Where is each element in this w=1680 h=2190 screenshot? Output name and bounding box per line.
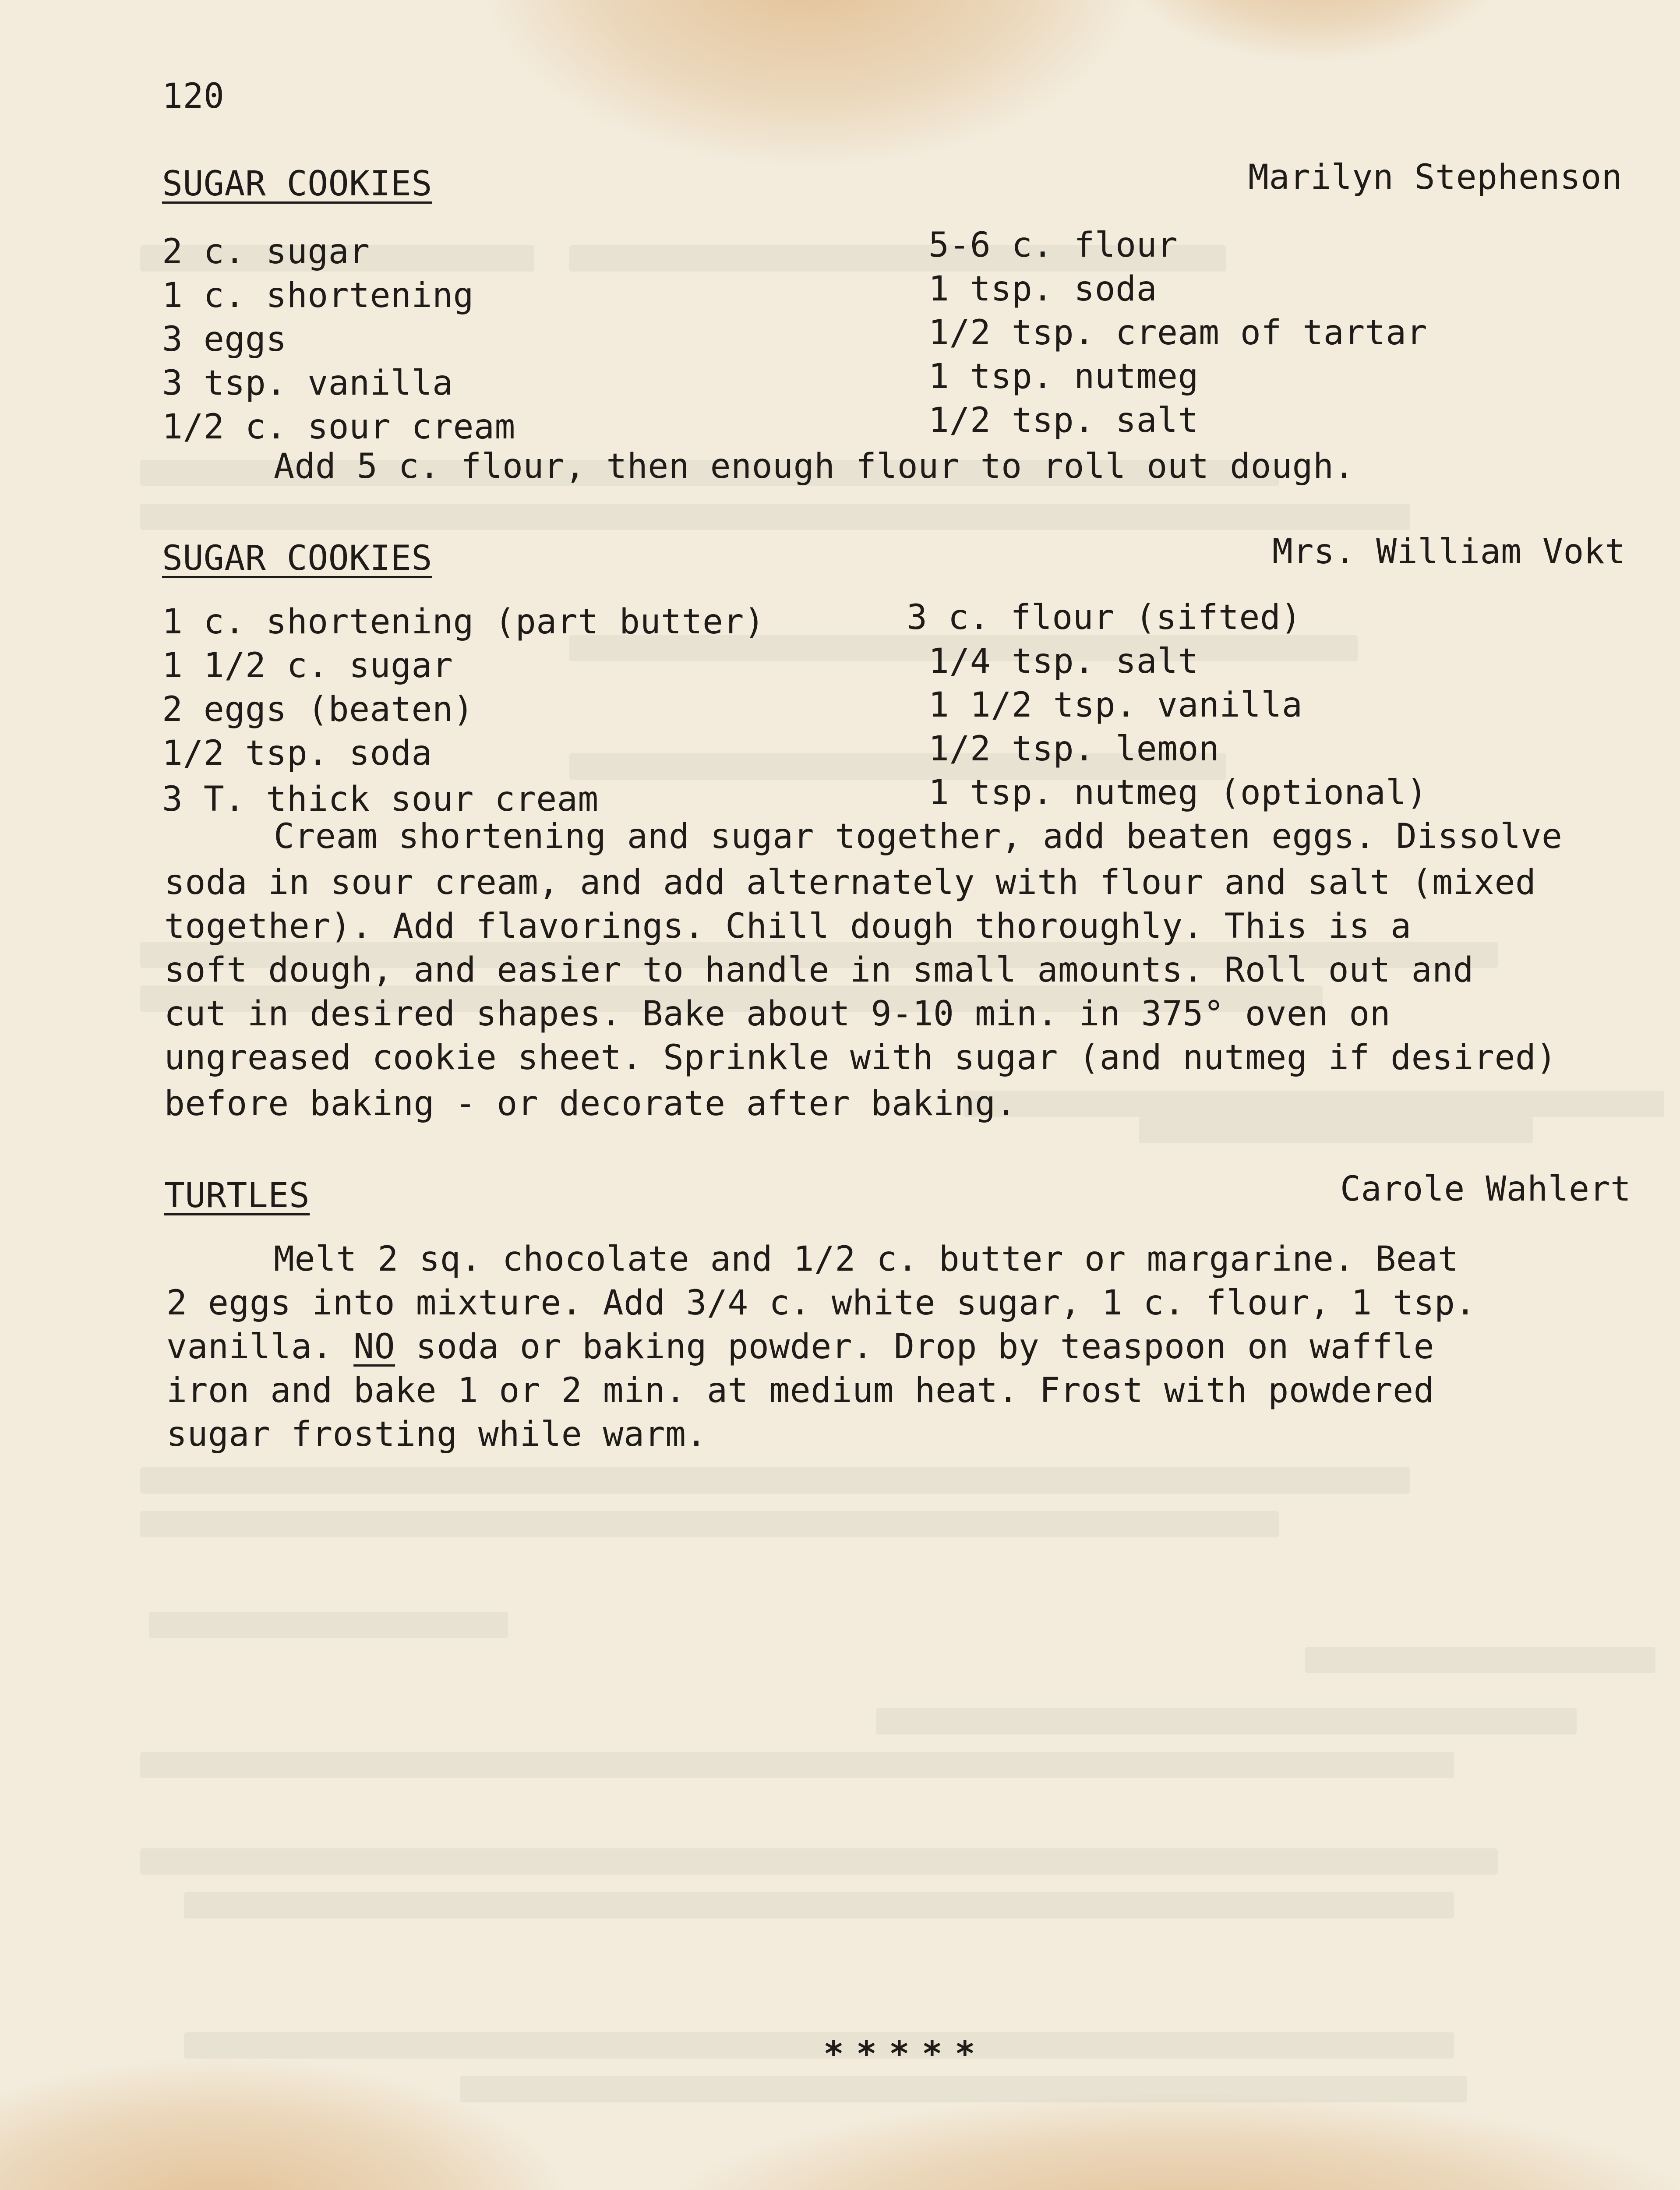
ingredient: 1/2 tsp. salt [928, 401, 1199, 440]
ingredient: 1 c. shortening (part butter) [162, 602, 765, 642]
stain-bottom-right [657, 2094, 1680, 2190]
directions-text: vanilla. [166, 1327, 333, 1367]
recipe-author: Mrs. William Vokt [1272, 532, 1626, 572]
recipe-title: TURTLES [164, 1176, 310, 1215]
recipe-author: Marilyn Stephenson [1248, 158, 1623, 197]
ingredient: 1 tsp. nutmeg (optional) [928, 773, 1428, 812]
ingredient: 3 tsp. vanilla [162, 364, 453, 403]
directions-line: soda in sour cream, and add alternately with flour and salt (mixed [164, 863, 1536, 902]
ingredient: 1/2 tsp. soda [162, 734, 432, 773]
directions-text: soda or baking powder. Drop by teaspoon on waffle [416, 1327, 1435, 1367]
directions-line: Melt 2 sq. chocolate and 1/2 c. butter or margarine. Beat [274, 1240, 1459, 1279]
directions-line: Cream shortening and sugar together, add beaten eggs. Dissolve [274, 817, 1563, 856]
ingredient: 5-6 c. flour [928, 226, 1178, 265]
directions-line: together). Add flavorings. Chill dough thoroughly. This is a [164, 907, 1412, 946]
recipe-title: SUGAR COOKIES [162, 539, 432, 578]
directions-line: sugar frosting while warm. [166, 1415, 707, 1454]
ingredient: 1 tsp. soda [928, 269, 1158, 309]
ingredient: 1 1/2 c. sugar [162, 646, 453, 685]
section-divider: ***** [823, 2035, 988, 2074]
stain-top-right [1117, 0, 1511, 61]
stain-bottom-left [0, 2059, 569, 2190]
page-number: 120 [162, 77, 225, 116]
ingredient: 1/2 tsp. cream of tartar [928, 313, 1428, 353]
directions-line: cut in desired shapes. Bake about 9-10 min. in 375° oven on [164, 994, 1391, 1034]
ingredient: 1/2 tsp. lemon [928, 729, 1220, 769]
ingredient: 3 eggs [162, 320, 287, 359]
ingredient: 3 T. thick sour cream [162, 780, 599, 819]
ingredient: 2 eggs (beaten) [162, 690, 474, 729]
directions-line [166, 1325, 1434, 1369]
ingredient: 3 c. flour (sifted) [907, 598, 1302, 637]
directions-line: iron and bake 1 or 2 min. at medium heat. Frost with powdered [166, 1371, 1435, 1410]
directions-line: before baking - or decorate after baking. [164, 1084, 1016, 1123]
directions-line: Add 5 c. flour, then enough flour to roll out dough. [274, 447, 1355, 486]
ingredient: 2 c. sugar [162, 232, 370, 272]
directions-line: soft dough, and easier to handle in small amounts. Roll out and [164, 950, 1474, 990]
ingredient: 1 c. shortening [162, 276, 474, 315]
ingredient: 1/2 c. sour cream [162, 407, 515, 447]
emphasis-no: NO [353, 1327, 395, 1367]
directions-line: 2 eggs into mixture. Add 3/4 c. white sugar, 1 c. flour, 1 tsp. [166, 1283, 1476, 1323]
stain-top-left [482, 0, 1139, 166]
recipe-author: Carole Wahlert [1340, 1169, 1631, 1209]
ingredient: 1 tsp. nutmeg [928, 357, 1199, 396]
directions-line: ungreased cookie sheet. Sprinkle with sugar (and nutmeg if desired) [164, 1038, 1557, 1077]
ingredient: 1 1/2 tsp. vanilla [928, 685, 1303, 725]
recipe-title: SUGAR COOKIES [162, 164, 432, 204]
ingredient: 1/4 tsp. salt [928, 642, 1199, 681]
